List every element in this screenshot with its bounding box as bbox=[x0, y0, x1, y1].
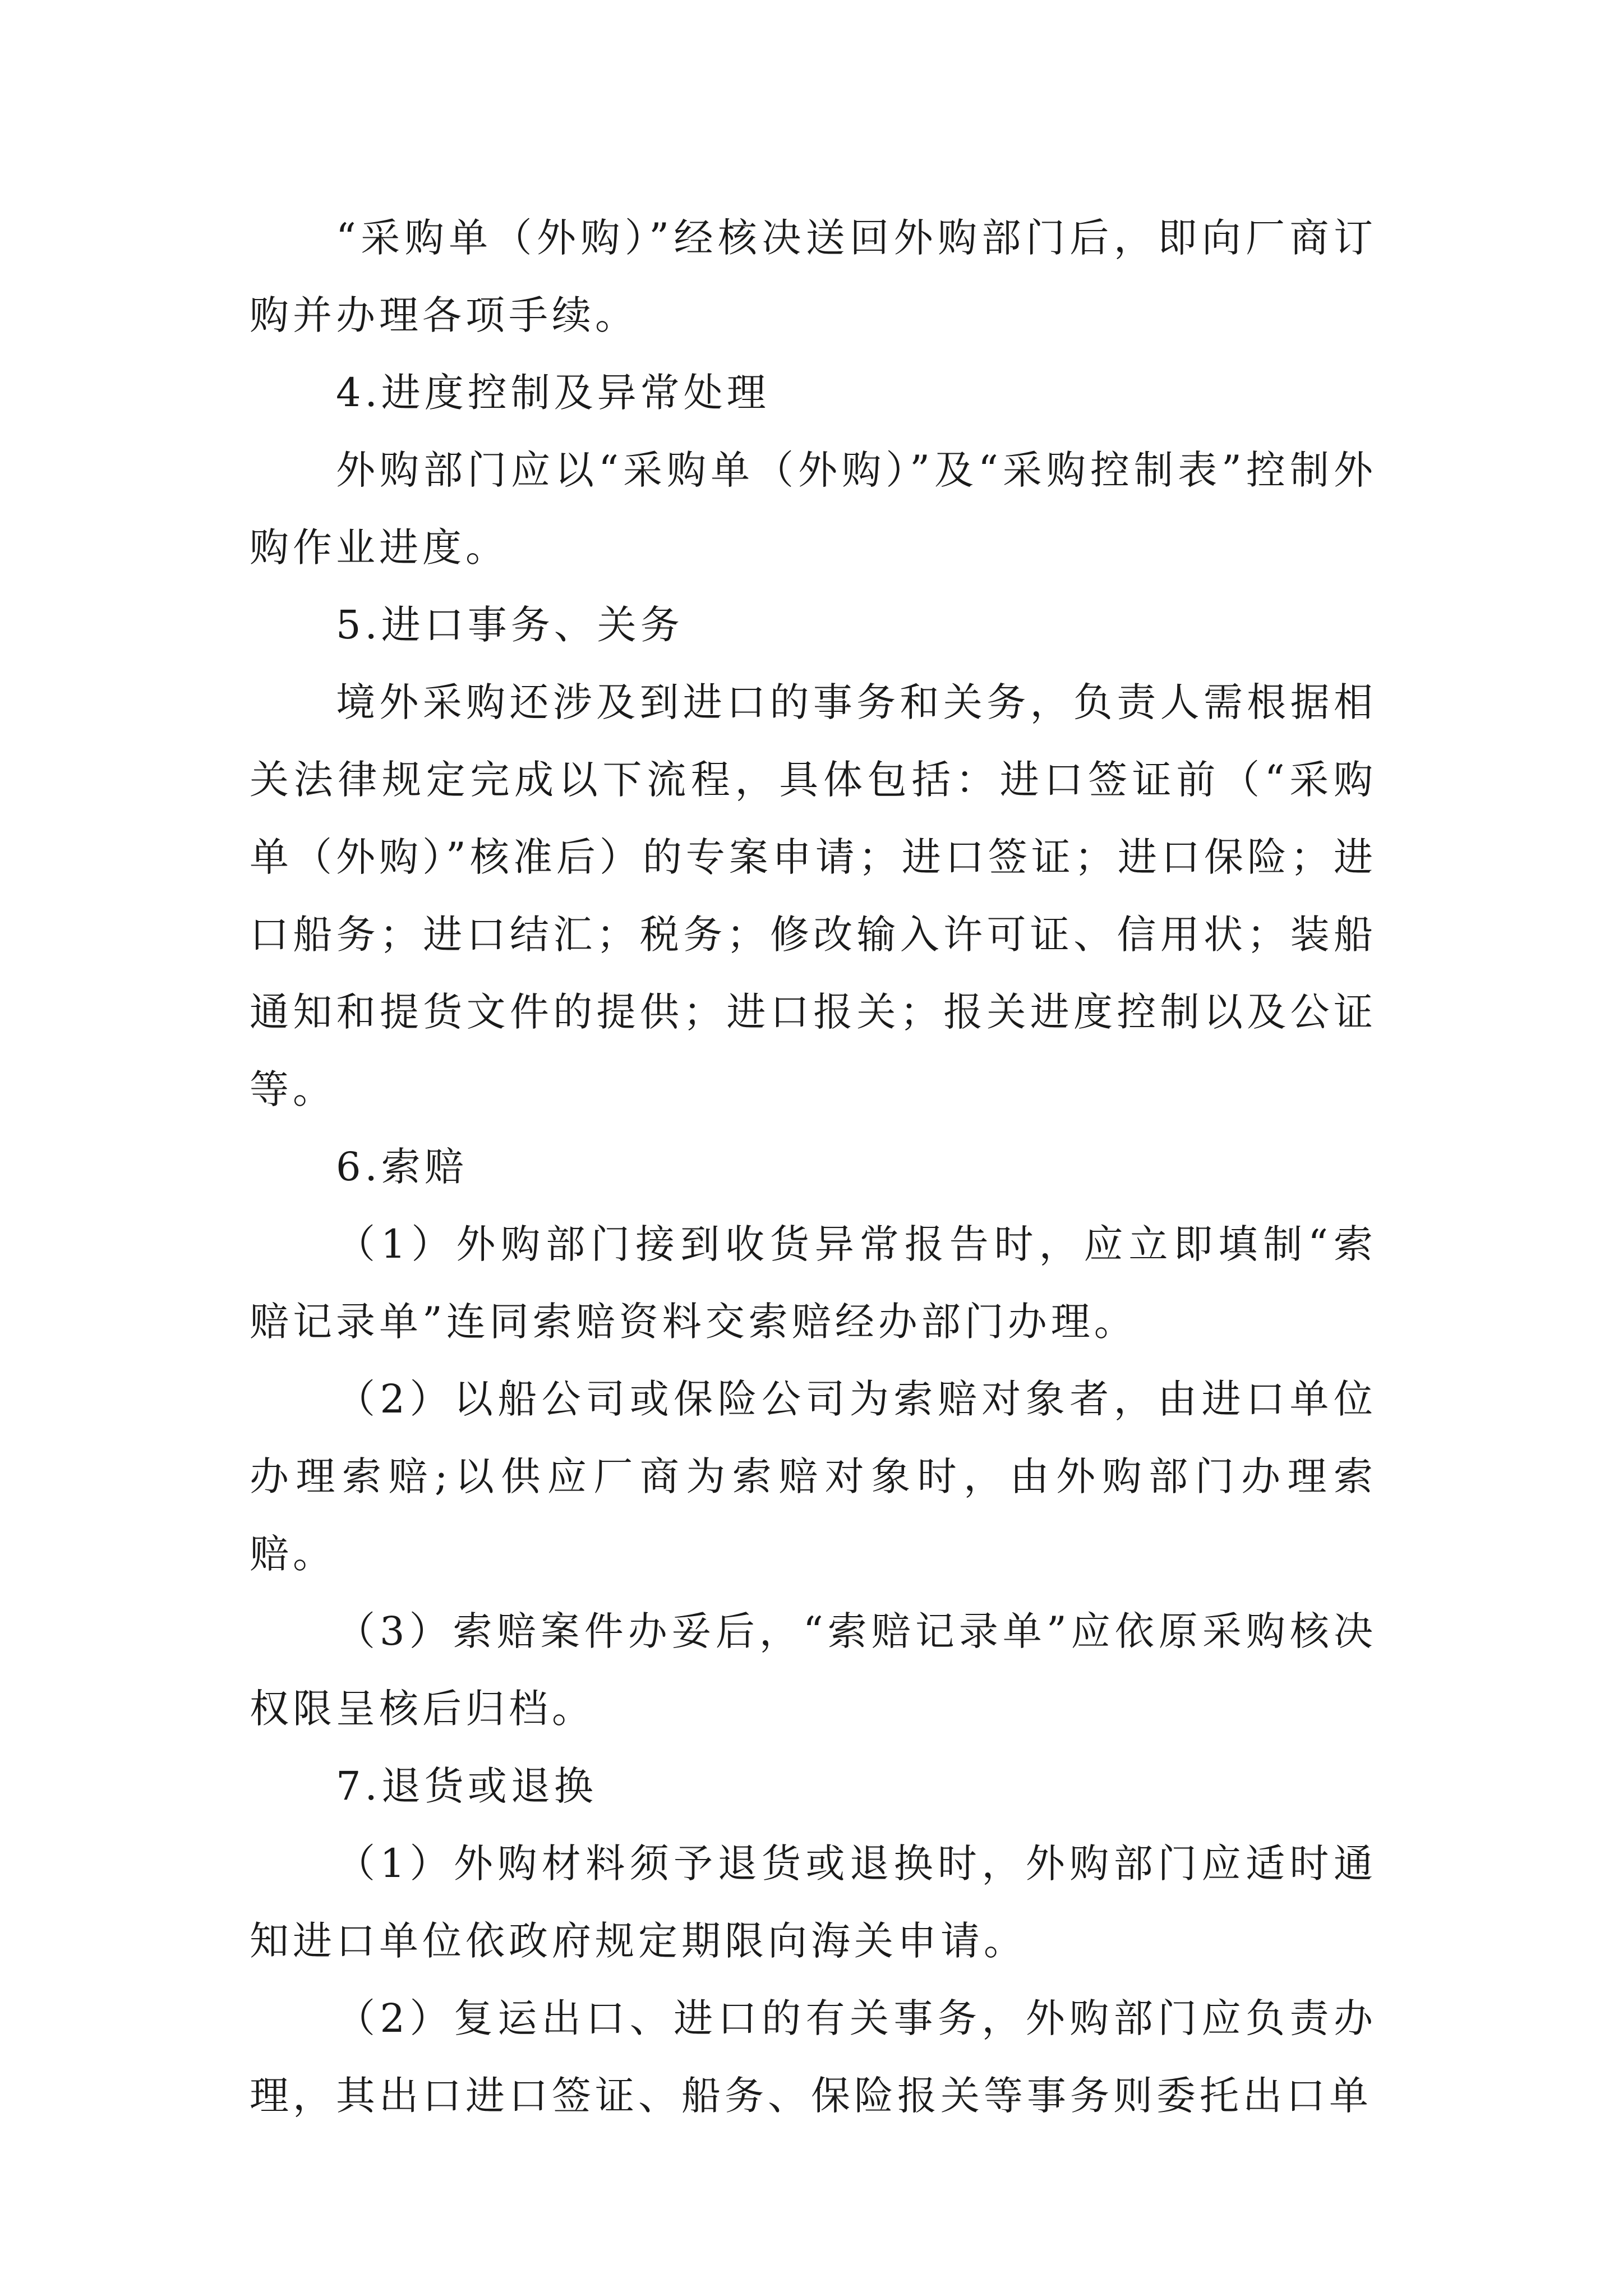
paragraph-claims-2: （2）以船公司或保险公司为索赔对象者，由进口单位办理索赔;以供应厂商为索赔对象时，由外购部门办理索赔。 bbox=[250, 1376, 1377, 1577]
heading-progress-control: 4.进度控制及异常处理 bbox=[336, 370, 770, 416]
paragraph-order-placement: “采购单（外购）”经核决送回外购部门后，即向厂商订购并办理各项手续。 bbox=[250, 215, 1377, 338]
heading-claims: 6.索赔 bbox=[336, 1144, 468, 1190]
paragraph-import-customs: 境外采购还涉及到进口的事务和关务，负责人需根据相关法律规定完成以下流程，具体包括：进口签证前（“采购单（外购）”核准后）的专案申请；进口签证；进口保险；进口船务；进口结汇；税务；修改输入许可证、信用状；装船通知和提货文件的提供；进口报关；报关进度控制以及公证等。 bbox=[250, 679, 1377, 1112]
heading-import-customs: 5.进口事务、关务 bbox=[336, 602, 684, 648]
document-body bbox=[250, 199, 1377, 2134]
paragraph-returns-2: （2）复运出口、进口的有关事务，外购部门应负责办理，其出口进口签证、船务、保险报关等事务则委托出口单 bbox=[250, 1995, 1377, 2119]
paragraph-claims-3: （3）索赔案件办妥后，“索赔记录单”应依原采购核决权限呈核后归档。 bbox=[250, 1608, 1377, 1732]
paragraph-returns-1: （1）外购材料须予退货或退换时，外购部门应适时通知进口单位依政府规定期限向海关申请。 bbox=[250, 1841, 1377, 1964]
paragraph-progress-control: 外购部门应以“采购单（外购）”及“采购控制表”控制外购作业进度。 bbox=[250, 447, 1377, 570]
paragraph-claims-1: （1）外购部门接到收货异常报告时，应立即填制“索赔记录单”连同索赔资料交索赔经办部门办理。 bbox=[250, 1221, 1377, 1345]
heading-returns: 7.退货或退换 bbox=[336, 1763, 597, 1809]
